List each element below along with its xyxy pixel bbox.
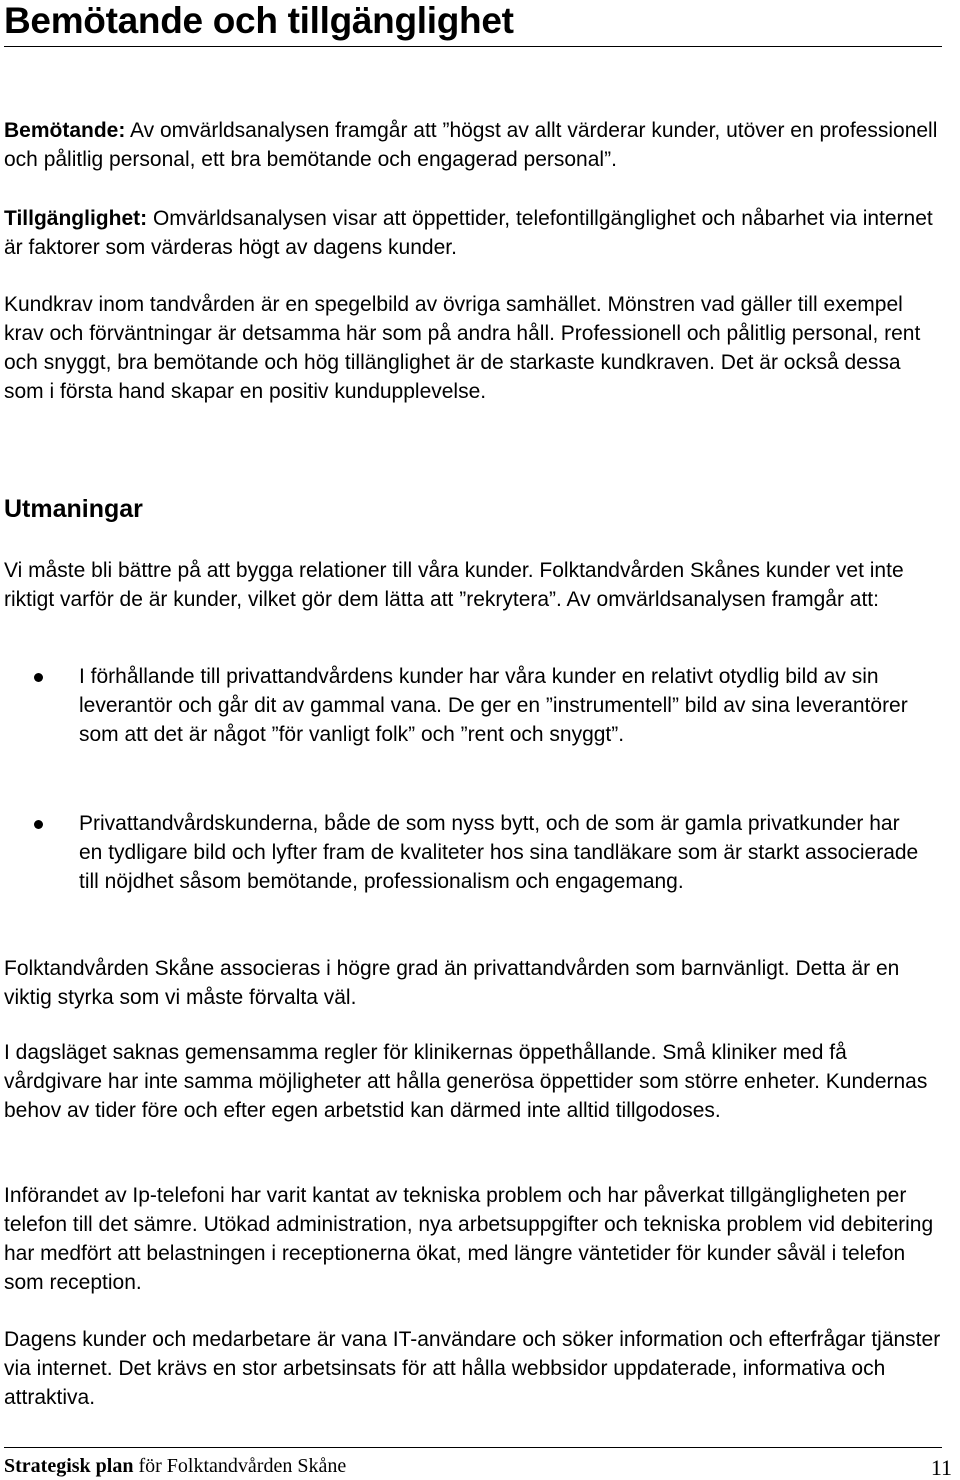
paragraph-bemotande	[4, 116, 944, 174]
paragraph-oppethallande: I dagsläget saknas gemensamma regler för klinikernas öppethållande. Små kliniker med få vårdgivare har inte samma möjligheter att hålla generösa öppettider som större enheter. Kundernas behov av tider före och efter egen arbetstid kan därmed inte alltid tillgodoses.	[4, 1041, 928, 1122]
footer-divider	[4, 1447, 942, 1448]
paragraph-it-anvandare: Dagens kunder och medarbetare är vana IT-användare och söker information och efterfrågar tjänster via internet. Det krävs en stor arbetsinsats för att hålla webbsidor uppdaterade, informativa och attraktiva.	[4, 1328, 941, 1409]
paragraph-barnvanligt: Folktandvården Skåne associeras i högre grad än privattandvården som barnvänligt. Detta är en viktig styrka som vi måste förvalta väl.	[4, 957, 900, 1009]
tillganglighet-text: Omvärldsanalysen visar att öppettider, telefontillgänglighet och nåbarhet via internet är faktorer som värderas högt av dagens kunder.	[4, 207, 933, 259]
tillganglighet-label: Tillgänglighet:	[4, 207, 148, 230]
paragraph-ip-telefoni: Införandet av Ip-telefoni har varit kantat av tekniska problem och har påverkat tillgängligheten per telefon till det sämre. Utökad administration, nya arbetsuppgifter och tekniska problem vid debitering har medfört att belastningen i receptionerna ökat, med längre väntetider för kunder såväl i telefon som reception.	[4, 1184, 934, 1294]
paragraph-utmaningar-intro: Vi måste bli bättre på att bygga relationer till våra kunder. Folktandvården Skånes kunder vet inte riktigt varför de är kunder, vilket gör dem lätta att ”rekrytera”. Av omvärldsanalysen framgår att:	[4, 559, 904, 611]
bemotande-text: Av omvärldsanalysen framgår att ”högst av allt värderar kunder, utöver en professionell och pålitlig personal, ett bra bemötande och engagerad personal”.	[4, 119, 938, 171]
bullet-dot-icon	[34, 673, 43, 682]
footer-doc-title-bold: Strategisk plan	[4, 1455, 134, 1477]
title-divider	[4, 46, 942, 47]
section-heading-utmaningar: Utmaningar	[4, 495, 143, 523]
footer-doc-title-rest: för Folktandvården Skåne	[133, 1455, 347, 1477]
paragraph-kundkrav: Kundkrav inom tandvården är en spegelbild av övriga samhället. Mönstren vad gäller till exempel krav och förväntningar är detsamma här som på andra håll. Professionell och pålitlig personal, rent och snyggt, bra bemötande och hög tillänglighet är de starkaste kundkraven. Det är också dessa som i första hand skapar en positiv kundupplevelse.	[4, 293, 921, 403]
paragraph-tillganglighet	[4, 204, 944, 262]
page-title: Bemötande och tillgänglighet	[4, 0, 514, 41]
bullet-text: Privattandvårdskunderna, både de som nyss bytt, och de som är gamla privatkunder har en tydligare bild och lyfter fram de kvaliteter hos sina tandläkare som är starkt associerade till nöjdhet såsom bemötande, professionalism och engagemang.	[79, 812, 919, 893]
page-footer	[4, 1454, 952, 1478]
page-number: 11	[930, 1455, 952, 1480]
bullet-text: I förhållande till privattandvårdens kunder har våra kunder en relativt otydlig bild av sin leverantör och går dit av gammal vana. De ger en ”instrumentell” bild av sina leverantörer som att det är något ”för vanligt folk” och ”rent och snyggt”.	[79, 665, 908, 746]
bemotande-label: Bemötande:	[4, 119, 126, 142]
bullet-dot-icon	[34, 820, 43, 829]
